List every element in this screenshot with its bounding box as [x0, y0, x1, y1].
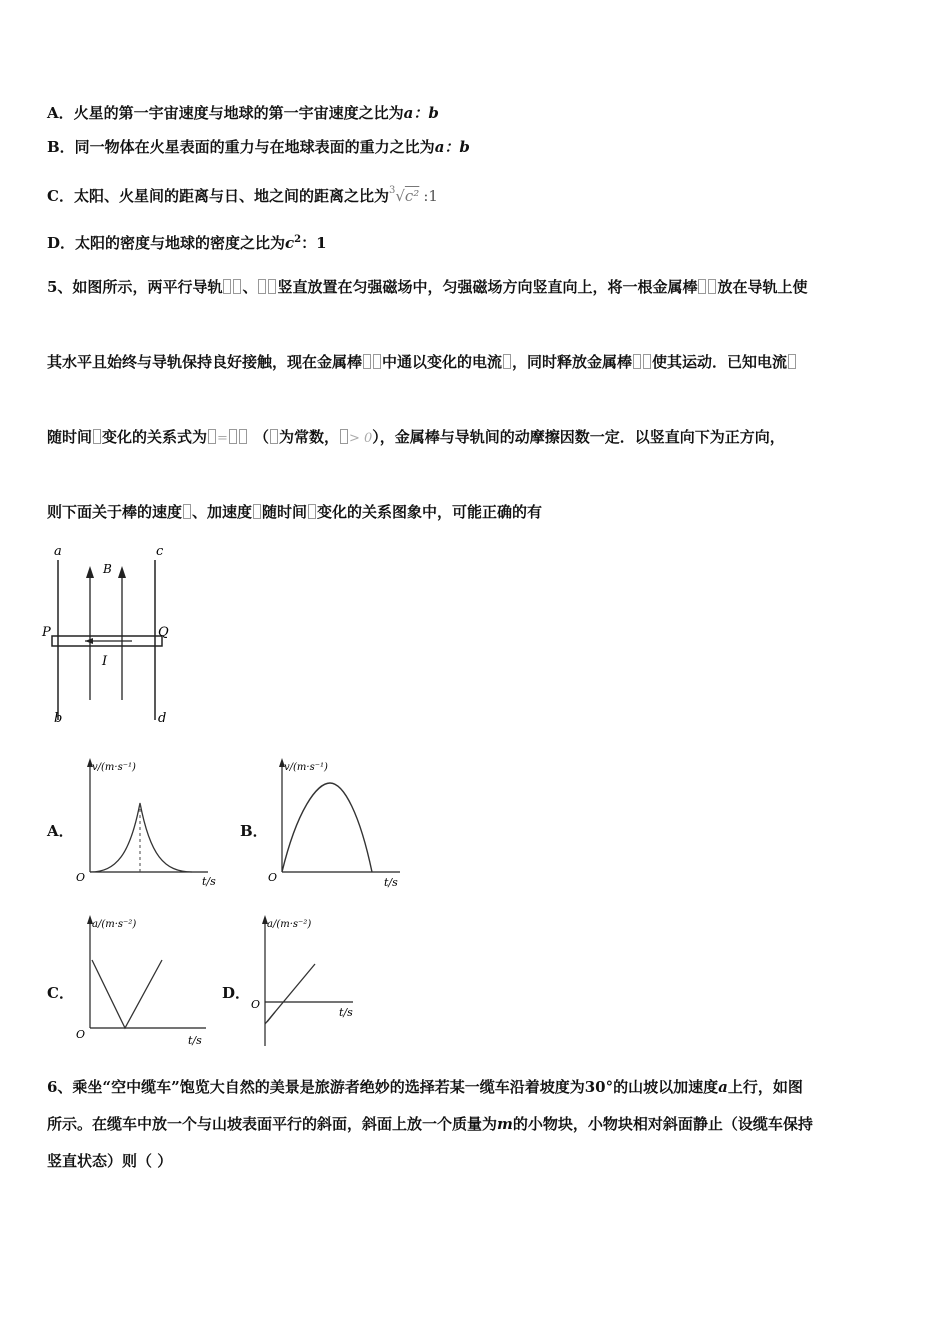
label-i: I [102, 654, 108, 669]
svg-text:O: O [76, 871, 86, 884]
graph-a [68, 755, 218, 890]
svg-text:a/(m·s⁻²): a/(m·s⁻²) [92, 919, 137, 930]
label-b-field: B [103, 562, 112, 576]
svg-text:O: O [76, 1028, 86, 1041]
label-c: c [156, 544, 164, 559]
graph-c-label: C． [47, 984, 74, 1002]
label-q: Q [158, 625, 169, 640]
label-b: b [54, 711, 63, 726]
svg-text:O: O [268, 871, 278, 884]
q5-line-3: 随时间 变化的关系式为 = （ 为常数， > 0），金属棒与导轨间的动摩擦因数一定．以竖直向下为正方向， [47, 428, 785, 446]
label-a: a [54, 544, 62, 559]
graph-d [245, 912, 395, 1047]
q6-line-1: 6、乘坐“空中缆车”饱览大自然的美景是旅游者绝妙的选择若某一缆车沿着坡度为30°的山坡以加速度a上行，如图 [47, 1078, 803, 1096]
svg-text:t/s: t/s [202, 875, 216, 888]
graph-b [262, 755, 412, 890]
label-d: d [158, 711, 167, 726]
option-d: D．太阳的密度与地球的密度之比为$c^2$：1 [47, 234, 327, 252]
svg-text:t/s: t/s [188, 1034, 202, 1047]
svg-text:t/s: t/s [339, 1006, 353, 1019]
q6-line-2: 所示。在缆车中放一个与山坡表面平行的斜面，斜面上放一个质量为m的小物块，小物块相对斜面静止（设缆车保持 [47, 1115, 813, 1133]
graph-c [68, 912, 218, 1047]
svg-text:v/(m·s⁻¹): v/(m·s⁻¹) [92, 762, 136, 773]
graph-a-label: A． [47, 822, 74, 840]
svg-text:t/s: t/s [384, 876, 398, 889]
graph-d-label: D． [222, 984, 251, 1002]
option-b: B．同一物体在火星表面的重力与在地球表面的重力之比为a：b [47, 138, 470, 156]
q5-line-4: 则下面关于棒的速度 、加速度 随时间 变化的关系图象中，可能正确的有 [47, 503, 543, 521]
svg-text:v/(m·s⁻¹): v/(m·s⁻¹) [284, 762, 328, 773]
rail-figure [40, 540, 180, 730]
label-p: P [42, 625, 51, 640]
graph-b-label: B． [240, 822, 268, 840]
option-a: A．火星的第一宇宙速度与地球的第一宇宙速度之比为a：b [47, 104, 439, 122]
svg-text:O: O [251, 998, 261, 1011]
q6-line-3: 竖直状态）则（ ） [47, 1152, 173, 1170]
svg-text:a/(m·s⁻²): a/(m·s⁻²) [267, 919, 312, 930]
q5-line-2: 其水平且始终与导轨保持良好接触，现在金属棒 中通以变化的电流 ，同时释放金属棒 使其运动．已知电流 [47, 352, 797, 372]
option-c: C．太阳、火星间的距离与日、地之间的距离之比为$^3$√c² :1 [47, 185, 438, 205]
q5-line-1: 5、如图所示，两平行导轨 、 竖直放置在匀强磁场中，匀强磁场方向竖直向上，将一根金属棒 放在导轨上使 [47, 278, 808, 296]
